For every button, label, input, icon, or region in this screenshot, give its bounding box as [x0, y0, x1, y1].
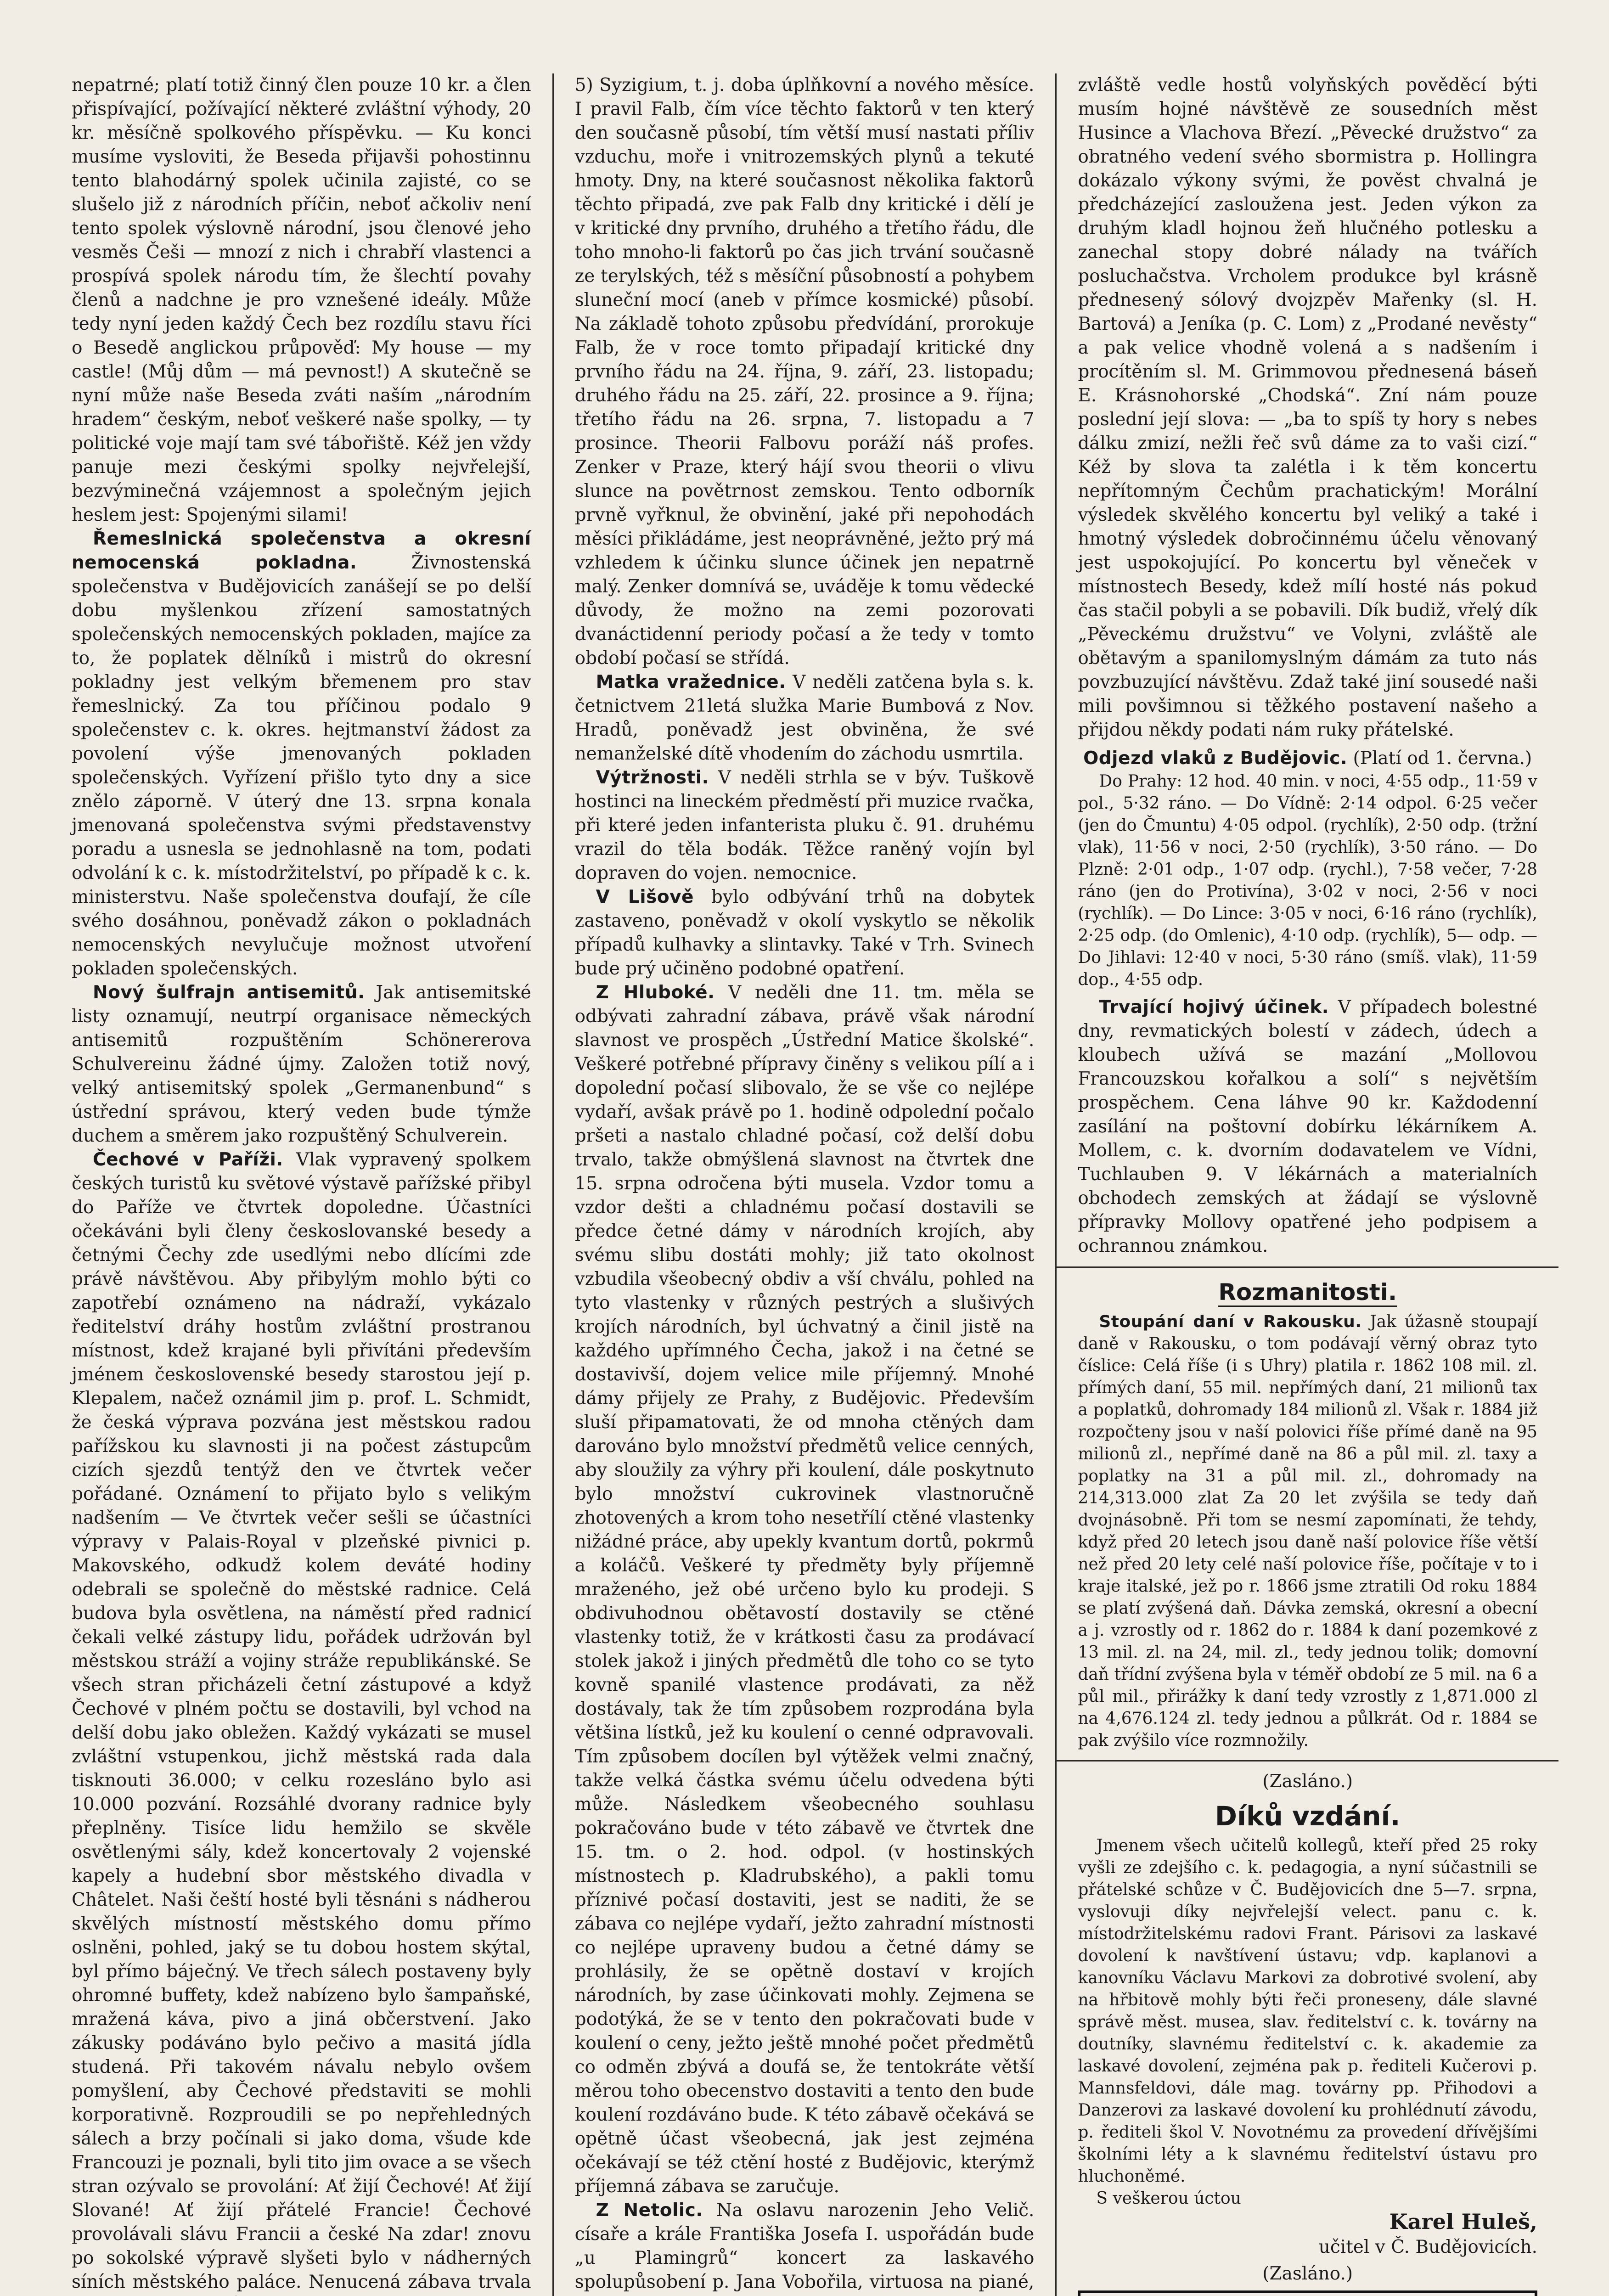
signature-name: Karel Huleš, [1389, 2209, 1538, 2234]
text-sulfr: Jak antisemitské listy oznamují, neutrpí organisace německých antisemitů rozpuštěním Schönererova Schulvereinu žádné újmy. Založen totiž nový, velký antisemitský spolek „Germanenbund“ s ústřední správou, který veden bude týmže duchem a směrem jako rozpuštěný Schulverein. [72, 982, 531, 1146]
heading-sulfr: Nový šulfrajn antisemitů. [93, 982, 365, 1003]
section-title-diky: Díků vzdání. [1215, 1801, 1401, 1832]
divider [1057, 1760, 1558, 1761]
heading-pariz: Čechové v Paříži. [93, 1149, 283, 1170]
zaslano-label-2: (Zasláno.) [1262, 2263, 1353, 2284]
text-remesl: Živnostenská společenstva v Budějovicích zanášejí se po delší dobu myšlenkou zřízení samostatných společenských nemocenských pokladen, majíce za to, že poplatek dělníků i mistrů do okresní pokladny jest velkým břemenem pro stav řemeslnický. Za tou příčinou podalo 9 společenstev c. k. okres. hejtmanství žádost za povolení výše jmenovaných pokladen společenských. Vyřízení přišlo tyto dny a sice znělo záporně. V úterý dne 13. srpna konala jmenovaná společenstva svými představenstvy poradu a usnesla se jednohlasně na tom, podati odvolání k c. k. místodržitelství, po případě k c. k. ministerstvu. Naše společenstva doufají, že cíle svého dosáhnou, poněvadž zákon o pokladnách nemocenských nevylučuje možnost utvoření pokladen společenských. [72, 552, 531, 979]
text-pariz: Vlak vypravený spolkem českých turistů ku světové výstavě pařížské přibyl do Paříže ve čtvrtek dopoledne. Účastníci očekáváni byli členy českoslovanské besedy a četnými Čechy zde usedlými nebo dlícími zde právě návštěvou. Aby přibylým mohlo býti co zapotřebí oznámeno na nádraží, vykázalo ředitelství dráhy hostům zvláštní prostranou místnost, kdež krajané byli přivítáni především jménem československé besedy starostou její p. Klepalem, načež oznámil jim p. prof. L. Schmidt, že česká výprava pozvána jest městskou radou pařížskou ku slavnosti ji na počest zástupcům cizích sjezdů tentýž den ve čtvrtek večer pořádané. Oznámení to přijato bylo s velikým nadšením — Ve čtvrtek večer sešli se účastníci výpravy v Palais-Royal v plzeňské pivnici p. Makovského, odkudž kolem deváté hodiny odebrali se společně do městské radnice. Celá budova byla osvětlena, na náměstí před radnicí čekali velké zástupy lidu, pořádek udržován byl městskou stráží a vojiny stráže republikánské. Se všech stran přicházeli četní zástupové a když Čechové v plném počtu se dostavili, byl vchod na delší dobu jako obležen. Každý vykázati se musel zvláštní vstupenkou, jichž městská rada dala tisknouti 36.000; v celku rozesláno bylo asi 10.000 pozvání. Rozsáhlé dvorany radnice byly přeplněny. Tisíce lidu hemžilo se skvěle osvětlenými sály, kdež koncertovaly 2 vojenské kapely a hudební sbor městského divadla v Châtelet. Naši čeští hosté byli těsnáni s nádherou skvělých místností městského domu přímo oslněni, pohled, jaký se tu dobou hostem skýtal, byl přímo báječný. Ve třech sálech postaveny byly ohromné buffety, kdež nabízeno bylo šampaňské, mražená káva, pivo a jiná občerstvení. Jako zákusky podáváno bylo pečivo a masitá jídla studená. Při takovém návalu nebylo ovšem pomyšlení, aby Čechové představiti se mohli korporativně. Rozproudili se po nepřehledných sálech a brzy počínali si jako doma, všude kde Francouzi je poznali, byli tito jim ovace a se všech stran ozývalo se provolání: Ať žijí Čechové! Ať žijí Slované! Ať žijí přátelé Francie! Čechové provolávali slávu Francii a české Na zdar! znovu po sokolské výpravě slyšeti bylo v nádherných síních městského paláce. Nenucená zábava trvala [72, 1149, 531, 2292]
columns [51, 73, 1558, 2296]
text-matka: V neděli zatčena byla s. k. četnictvem 21letá služka Marie Bumbová z Nov. Hradů, poněvadž jest obviněna, že své nemanželské dítě vhodením do záchodu usmrtila. [574, 672, 1035, 764]
text-trvaj: V případech bolestné dny, revmatických bolestí v zádech, údech a kloubech užívá se mazání „Mollovou Francouzskou kořalkou a solí“ s největším prospěchem. Cena láhve 90 kr. Každodenní zasílání na poštovní dobírku lékárníkem A. Mollem, c. k. dvorním dodavatelem ve Vídni, Tuchlauben 9. V lékárnách a materialních obchodech zemských at žádají se výslovně přípravky Mollovy opatřené jeho podpisem a ochrannou známkou. [1078, 997, 1538, 1256]
train-schedule: Do Prahy: 12 hod. 40 min. v noci, 4·55 odp., 11·59 v pol., 5·32 ráno. — Do Vídně: 2·14 odpol. 6·25 večer (jen do Čmuntu) 4·05 odpol. (rychlík), 2·50 odp. (tržní vlak), 11·56 v noci, 2·50 (rychlík), 3·50 ráno. — Do Plzně: 2·01 odp., 1·07 odp. (rychl.), 7·58 večer, 7·28 ráno (jen do Protivína), 3·02 v noci, 2·56 v noci (rychlík). — Do Lince: 3·05 v noci, 6·16 ráno (rychlík), 2·25 odp. (do Omlenic), 4·10 odp. (rychlík), 5— odp. — Do Jihlavi: 12·40 v noci, 5·30 ráno (smíš. vlak), 11·59 dop., 4·55 odp. [1078, 772, 1538, 989]
text-lisov: bylo odbývání trhů na dobytek zastaveno, poněvadž v okolí vyskytlo se několik případů kulhavky a slintavky. Také v Trh. Svinech bude prý učiněno podobné opatření. [574, 887, 1035, 979]
text-netol: Na oslavu narozenin Jeho Velič. císaře a krále Františka Josefa I. uspořádán bude „u Plamingrů“ koncert za laskavého spolupůsobení p. Jana Vobořila, virtuosa na piané, [574, 2200, 1035, 2292]
heading-hlub: Z Hluboké. [596, 982, 715, 1003]
heading-netol: Z Netolic. [596, 2200, 703, 2221]
heading-remesl: Řemeslnická společenstva a okresní nemocenská pokladna. [72, 529, 531, 573]
article-vytr [575, 766, 1035, 885]
ad-header [1080, 2293, 1535, 2296]
zaslano-label-1: (Zasláno.) [1262, 1771, 1353, 1792]
heading-stoup: Stoupání daní v Rakousku. [1099, 1312, 1362, 1331]
heading-vlaky: Odjezd vlaků z Budějovic. [1083, 748, 1348, 769]
article-prach-continued: zvláště vedle hostů volyňských pověděcí býti musím hojné návštěvě ze sousedních měst Husince a Vlachova Březí. „Pěvecké družstvo“ za obratného vedení svého sbormistra p. Hollingra dokázalo výkony svými, že pověst chvalná je předcházející zasloužena jest. Jeden výkon za druhým kladl hojnou žeň hlučného potlesku a zanechal stopy dobré nálady na tvářích posluchačstva. Vrcholem produkce byl krásně přednesený sólový dvojzpěv Mařenky (sl. H. Bartová) a Jeníka (p. C. Lom) z „Prodané nevěsty“ a pak velice vhodně volená a s nadšením i procítěním sl. M. Grimmovou přednesená báseň E. Krásnohorské „Chodská“. Zní nám pouze poslední její slova: — „ba to spíš ty hory s nebes dálku zmizí, nežli řeč svů dáme za to vaši cizí.“ Kéž by slova ta zalétla i k těm koncertu nepřítomným Čechům prachatickým! Morální výsledek skvělého koncertu byl veliký a také i hmotný výsledek dobročinnému účelu věnovaný jest uspokojující. Po koncertu byl věneček v místnostech Besedy, kdež mílí hosté nás pokud čas stačil pobyli a se pobavili. Dík budiž, vřelý dík „Pěveckému družstvu“ ve Volyni, zvláště ale obětavým a spanilomyslným dámám za tuto nás povzbuzující návštěvu. Zdaž také jiní sousedé naši mili povšimnou si těžkého postavení našeho a přijdou někdy podati nám ruky přátelské. [1078, 75, 1538, 740]
article-pariz [72, 1148, 531, 2296]
section-title-rozmanitosti [1078, 1276, 1537, 1308]
column-1 [51, 73, 552, 2296]
text-stoup: Jak úžasně stoupají daně v Rakousku, o tom podávají věrný obraz tyto číslice: Celá říše (i s Uhry) platila r. 1862 108 mil. zl. přímých daní, 55 mil. nepřímých daní, 21 milionů tax a poplatků, dohromady 184 milionů zl. Však r. 1884 již rozpočteny jsou v naší polovici říše přímé daně na 95 milionů zl., nepřímé daně na 86 a půl mil. zl. taxy a poplatky na 31 a půl mil. zl., dohromady na 214,313.000 zlat Za 20 let zvýšila se tedy daň dvojnásobně. Při tom se nesmí zapomínati, že tehdy, když před 20 letech jsou daně naší polovice říše větší než před 20 lety celé naší polovice říše, počítaje v to i kraje italské, jež po r. 1866 jsme ztratili Od roku 1884 se platí zvýšená daň. Dávka zemská, okresní a obecní a j. vzrostly od r. 1862 do r. 1884 k daní pozemkové z 13 mil. zl. na 24, mil. zl., tedy jednou tolik; domovní daň třídní zvýšena byla v téměř období ze 5 mil. na 6 a půl mil., přirážky k daní tedy vzrostly z 1,871.000 zl na 4,676.124 zl. tedy jednou a půlkrát. Od r. 1884 se pak zvýšilo více rozmnožily. [1078, 1312, 1538, 1750]
heading-lisov: V Lišově [596, 887, 694, 907]
article-remesl [72, 527, 531, 981]
diky-signature [1078, 2210, 1537, 2259]
article-falb-continued: 5) Syzigium, t. j. doba úplňkovní a nového měsíce. I pravil Falb, čím více těchto faktorů v ten který den současně působí, tím větší musí nastati příliv vzduchu, moře i vnitrozemských plynů a tekuté hmoty. Dny, na které současnost několika faktorů těchto připadá, zve pak Falb dny kritické i dělí je v kritické dny prvního, druhého a třetího řádu, dle toho mnoho-li faktorů po čas jich trvání současně ze terylských, též s měsíční působností a pohybem sluneční mocí (aneb v přímce kosmické) působí. Na základě tohoto způsobu předvídání, prorokuje Falb, že v roce tomto připadají kritické dny prvního řádu na 24. října, 9. září, 23. listopadu; druhého řádu na 25. září, 22. prosince a 9. října; třetího řádu na 26. srpna, 7. listopadu a 7 prosince. Theorii Falbovu poráží náš profes. Zenker v Praze, který hájí svou theorii o vlivu slunce na povětrnost zemskou. Tento odborník prvně vyřknul, že obvinění, jaké při nepohodách měsíci přikládáme, jest neoprávněné, ježto prý má vzhledem k účinku slunce účinek jen nepatrně malý. Zenker domnívá se, uváděje k tomu vědecké důvody, že možno na zemi pozorovati dvanáctidenní periody počasí a že tedy v tomto období počasí se střídá. [574, 75, 1035, 669]
article-stoup [1078, 1311, 1537, 1752]
article-matka [575, 670, 1035, 766]
heading-vlaky-note: (Platí od 1. června.) [1353, 748, 1532, 769]
divider [1057, 1266, 1558, 1268]
text-vytr: V neděli strhla se v býv. Tuškově hostinci na lineckém předměstí při muzice rvačka, při které jeden infanterista pluku č. 91. druhému vrazil do těla bodák. Těžce raněný vojín byl dopraven do vojen. nemocnice. [574, 767, 1035, 884]
article-sulfr [72, 981, 531, 1148]
heading-trvaj: Trvající hojivý účinek. [1099, 997, 1329, 1018]
diky-greeting: S veškerou úctou [1096, 2189, 1241, 2208]
article-trvaj [1078, 996, 1537, 1258]
signature-role: učitel v Č. Budějovicích. [1318, 2237, 1538, 2257]
section-title-rozmanitosti-text: Rozmanitosti. [1218, 1279, 1397, 1307]
article-intro-text: nepatrné; platí totiž činný člen pouze 10 kr. a člen přispívající, požívající některé zvláštní výhody, 20 kr. měsíčně spolkového příspěvku. — Ku konci musíme vysloviti, že Beseda přijavši pohostinnu tento blahodárný spolek učinila zajisté, co se slušelo již z národních příčin, neboť ačkoliv není tento spolek výslovně národní, jsou členové jeho vesměs Češi — mnozí z nich i chrabří vlastenci a prospívá spolek národu tím, že šlechtí povahy členů a nadchne je pro vznešené ideály. Může tedy nyní jeden každý Čech bez rozdílu stavu říci o Besedě anglickou průpověď: My house — my castle! (Můj dům — má pevnost!) A skutečně se nyní může naše Beseda zváti naším „národním hradem“ českým, neboť veškeré naše spolky, — ty politické voje mají tam své tábořiště. Kéž jen vždy panuje mezi českými spolky nejvřelejší, bezvýminečná vzájemnost a společným jejich heslem jest: Spojenými silami! [72, 75, 531, 525]
column-2 [552, 73, 1056, 2296]
article-hlub [575, 981, 1035, 2199]
article-netol [575, 2199, 1035, 2296]
diky-block [1078, 1835, 1537, 2210]
text-diky: Jmenem všech učitelů kollegů, kteří před 25 roky vyšli ze zdejšího c. k. pedagogia, a nyní súčastnili se přátelské schůze v Č. Budějovicích dne 5—7. srpna, vyslovuji díky nejvřelejší velect. panu c. k. místodržitelskému radovi Frant. Párisovi za laskavé dovolení k navštívení ústavu; vdp. kaplanovi a kanovníku Václavu Markovi za dobrotivé svolení, aby na hřbitově mohly býti řeči proneseny, dále slavné správě měst. musea, slav. ředitelství c. k. továrny na doutníky, slavnému ředitelství c. k. akademie za laskavé dovolení, zejména pak p. řediteli Kučerovi p. Mannsfeldovi, dále mag. továrny pp. Přihodovi a Danzerovi za laskavé dovolení ku prohlédnutí závodu, p. řediteli škol V. Novotnému za provedení dřívějšími školními léty a k slavnému ředitelství ústavu pro hluchoněmé. [1078, 1836, 1538, 2186]
text-hlub: V neděli dne 11. tm. měla se odbývati zahradní zábava, právě však národní slavnost ve prospěch „Ústřední Matice školské“. Veškeré potřebné přípravy činěny s velikou pílí a i dopolední počasí slibovalo, že se vše co nejlépe vydaří, avšak právě po 1. hodině odpolední počalo pršeti a nastalo chladné počasí, což delší dobu trvalo, takže obmýšlená slavnost na čtvrtek dne 15. srpna odročena býti musela. Vzdor tomu a vzdor dešti a chladnému počasí dostavili se předce četné dámy v národních krojích, aby svému slibu dostáti mohly; již tato okolnost vzbudila všeobecný obdiv a vší chválu, pohled na tyto vlastenky v různých pestrých a slušivých krojích národních, byl úchvatný a činil jistě na každého upřímného Čecha, jakož i na četné se dostavivší, dojem velice mile příjemný. Mnohé dámy přijely ze Prahy, z Budějovic. Především sluší připamatovati, že od mnoha ctěných dam darováno bylo množství předmětů velice cenných, aby sloužily za výhry při koulení, dále poskytnuto bylo množství cukrovinek vlastnoručně zhotovených a krom toho nesetřílí ctěné vlastenky nižádné práce, aby upekly kvantum dortů, pokrmů a koláčů. Veškeré ty předměty byly příjemně mraženého, jež obé určeno bylo ku prodeji. S obdivuhodnou obětavostí dostavily se ctěné vlastenky totiž, že v krátkosti času za prodávací stolek jakož i jiných předmětů dle toho co se tyto kovně spanilé vlastence prodávati, za něž dostávaly, tak že tím způsobem rozprodána byla většina lístků, jež ku koulení o cenné odpravovali. Tím způsobem docílen byl výtěžek velmi značný, takže velká částka svému účelu odvedena býti může. Následkem všeobecného souhlasu pokračováno bude v této zábavě ve čtvrtek dne 15. tm. o 2. hod. odpol. (v hostinských místnostech p. Kladrubského), a pakli tomu příznivé počasí dostaviti, jest se naditi, že se zábava co nejlépe vydaří, ježto zahradní místnosti co nejlépe upraveny budou a četné dámy se prohlásily, že se opětně dostaví v krojích národních, by zase účinkovati mohly. Zejmena se podotýká, že se v tento den pokračovati bude v koulení o ceny, ježto ještě mnohé počet předmětů co odměn zbývá a doufá se, že tentokráte větší měrou toho obecenstvo dostaviti a tento den bude koulení rozdáváno bude. K této zábavě očekává se opětně účast všeobecná, jak jest zejména očekávají se též ctění hosté z Budějovic, kterýmž příjemná zábava se zaručuje. [574, 982, 1035, 2197]
article-lisov [575, 885, 1035, 981]
heading-vytr: Výtržnosti. [596, 767, 709, 788]
krondorf-advertisement [1078, 2290, 1537, 2296]
heading-matka: Matka vražednice. [596, 672, 786, 692]
train-heading-line [1078, 747, 1537, 771]
column-3 [1055, 73, 1558, 2296]
